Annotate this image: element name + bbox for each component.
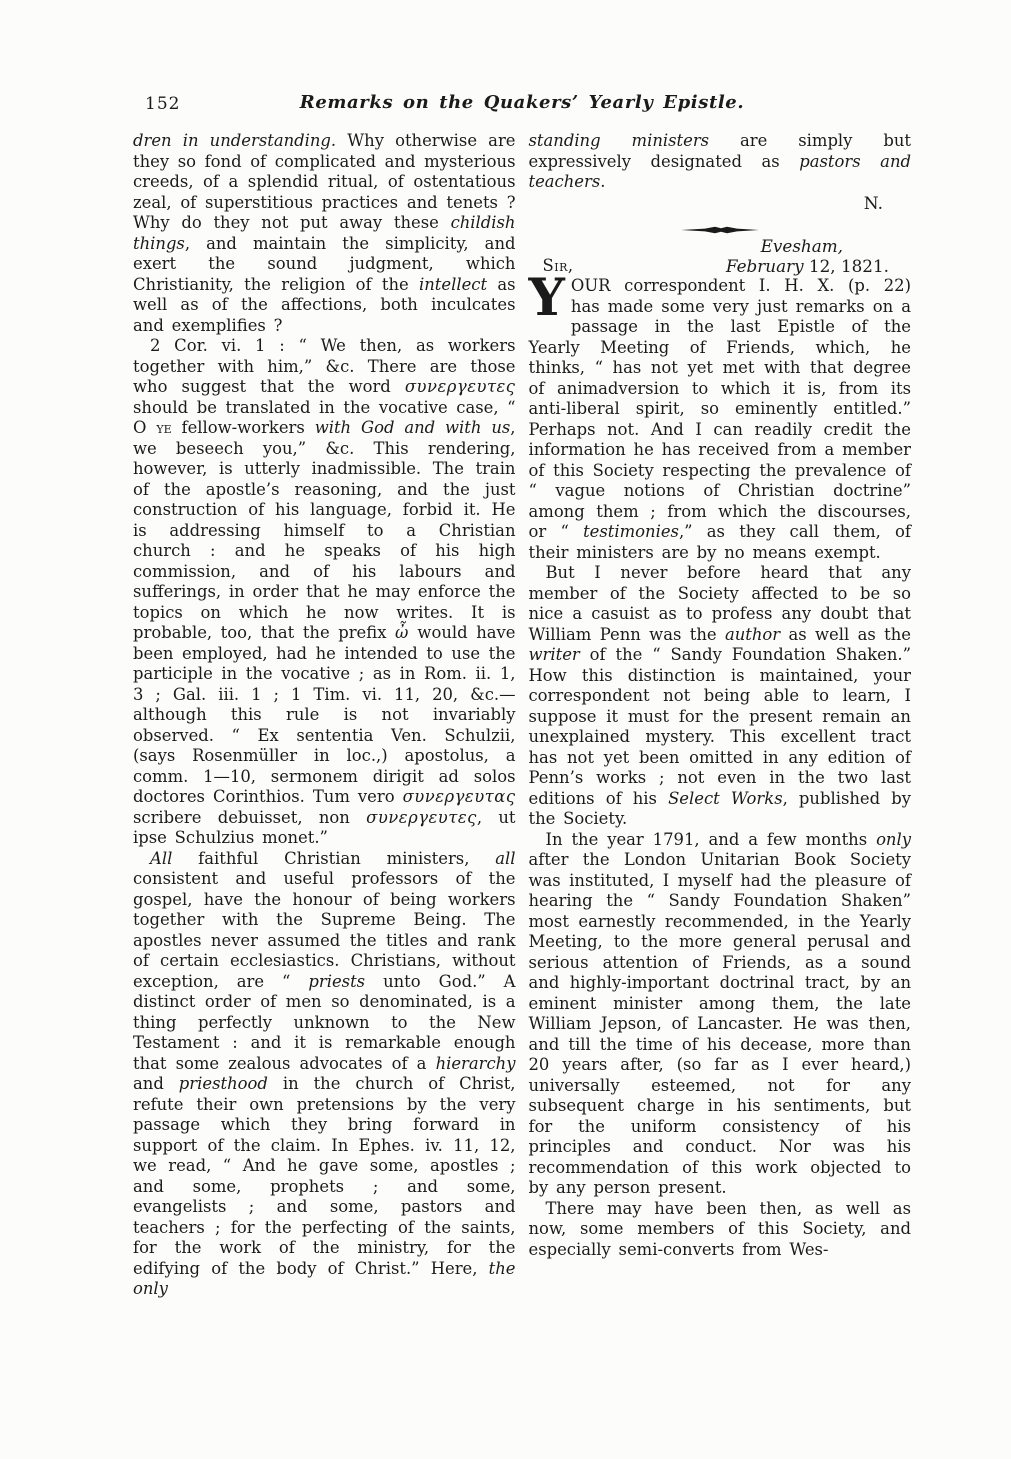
letter-salutation: Sir, bbox=[542, 255, 574, 275]
paragraph-continuation: dren in understanding. Why otherwise are they so fond of complicated and mysterious creeds, of a splendid ritual, of ostentatious zeal, of superstitious practices and tenets ? Why do they not put away these childish things, and maintain the simplicity, and exert the sound judgment, which Christianity, the religion of the intellect as well as of the affections, both inculcates and exemplifies ? bbox=[133, 131, 516, 335]
left-column bbox=[133, 131, 516, 1300]
letter-date: February 12, 1821. bbox=[725, 255, 889, 276]
page-header bbox=[133, 92, 911, 122]
letter-paragraph-text: OUR correspondent I. H. X. (p. 22) has made some very just remarks on a passage in the last Epistle of the Yearly Meeting of Friends, which, he thinks, “ has not yet met with that degree of animadversion to which it is, from its anti-liberal spirit, so eminently entitled.” Perhaps not. And I can readily credit the information he has received from a member of this Society respecting the prevalence of “ vague notions of Christian doctrine” among them ; from which the discourses, or “ testimonies,” as they call them, of their ministers are by no means exempt. bbox=[528, 276, 911, 562]
right-column bbox=[529, 131, 912, 1300]
section-divider bbox=[529, 220, 912, 236]
running-title: Remarks on the Quakers’ Yearly Epistle. bbox=[299, 92, 745, 113]
paragraph: All faithful Christian ministers, all consistent and useful professors of the gospel, have the honour of being workers together with the Supreme Being. The apostles never assumed the titles and rank of certain ecclesiastics. Christians, without exception, are “ priests unto God.” A distinct order of men so denominated, is a thing perfectly unknown to the New Testament : and it is remarkable enough that some zealous advocates of a hierarchy and priesthood in the church of Christ, refute their own pretensions by the very passage which they bring forward in support of the claim. In Ephes. iv. 11, 12, we read, “ And he gave some, apostles ; and some, prophets ; and some, evangelists ; and some, pastors and teachers ; for the perfecting of the saints, for the work of the ministry, for the edifying of the body of Christ.” Here, the only bbox=[133, 848, 516, 1298]
letter-paragraph: There may have been then, as well as now, some members of this Society, and especially semi-converts from Wes- bbox=[528, 1198, 911, 1259]
page-number: 152 bbox=[145, 94, 181, 114]
swelled-rule-icon bbox=[681, 226, 759, 234]
text-columns bbox=[133, 131, 911, 1300]
author-signature: N. bbox=[863, 193, 883, 214]
letter-place: Evesham, bbox=[760, 235, 843, 256]
drop-cap: Y bbox=[528, 268, 565, 328]
paragraph: 2 Cor. vi. 1 : “ We then, as workers together with him,” &c. There are those who suggest that the word συνεργευτες should be translated in the vocative case, “ O ye fellow-workers with God and with us, we beseech you,” &c. This rendering, however, is utterly inadmissible. The train of the apostle’s reasoning, and the just construction of his language, forbid it. He is addressing himself to a Christian church : and he speaks of his high commission, and of his labours and sufferings, in order that he may enforce the topics on which he now writes. It is probable, too, that the prefix ὦ would have been employed, had he intended to use the participle in the vocative ; as in Rom. ii. 1, 3 ; Gal. iii. 1 ; 1 Tim. vi. 11, 20, &c.—although this rule is not invariably observed. “ Ex sententia Ven. Schulzii, (says Rosenmüller in loc.,) apostolus, a comm. 1—10, sermonem dirigit ad solos doctores Corinthios. Tum vero συνεργευτας scribere debuisset, non συνεργευτες, ut ipse Schulzius monet.” bbox=[133, 336, 516, 847]
letter-head bbox=[529, 256, 912, 277]
letter-paragraph: In the year 1791, and a few months only after the London Unitarian Book Society was instituted, I myself had the pleasure of hearing the “ Sandy Foundation Shaken” most earnestly recommended, in the Yearly Meeting, to the more general perusal and serious attention of Friends, as a sound and highly-important doctrinal tract, by an eminent minister among them, the late William Jepson, of Lancaster. He was then, and till the time of his decease, more than 20 years after, (so far as I ever heard,) universally esteemed, not for any subsequent charge in his sentiments, but for the uniform consistency of his principles and conduct. Nor was his recommendation of this work objected to by any person present. bbox=[528, 829, 911, 1197]
letter-paragraph bbox=[528, 268, 912, 563]
paragraph-continuation: standing ministers are simply but expressively designated as pastors and teachers. bbox=[528, 131, 912, 191]
letter-paragraph: But I never before heard that any member of the Society affected to be so nice a casuist as to profess any doubt that William Penn was the author as well as the writer of the “ Sandy Foundation Shaken.” How this distinction is maintained, your correspondent not being able to learn, I suppose it must for the present remain an unexplained mystery. This excellent tract has not yet been omitted in any edition of Penn’s works ; not even in the two last editions of his Select Works, published by the Society. bbox=[528, 563, 911, 828]
